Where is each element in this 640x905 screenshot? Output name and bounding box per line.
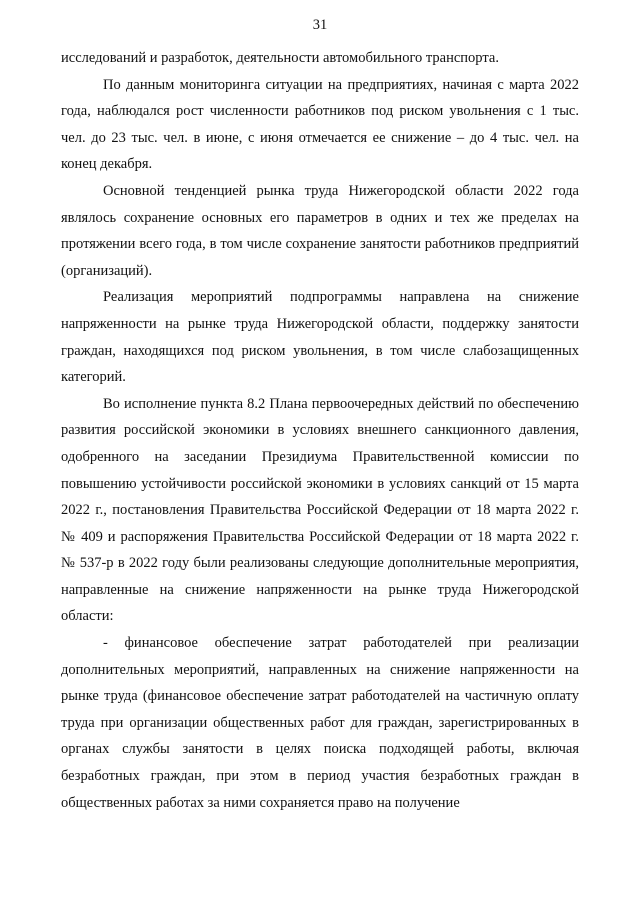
paragraph-execution-plan: Во исполнение пункта 8.2 Плана первоочередных действий по обеспечению развития российской экономики в условиях внешнего санкционного давления, одобренного на заседании Президиума Правительственной комиссии по повышению устойчивости российской экономики в условиях санкций от 15 марта 2022 г., постановления Правительства Российской Федерации от 18 марта 2022 г. № 409 и распоряжения Правительства Российской Федерации от 18 марта 2022 г. № 537-р в 2022 году были реализованы следующие дополнительные мероприятия, направленные на снижение напряженности на рынке труда Нижегородской области: (61, 395, 579, 625)
paragraph-monitoring: По данным мониторинга ситуации на предприятиях, начиная с марта 2022 года, наблюдался рост численности работников под риском увольнения с 1 тыс. чел. до 23 тыс. чел. в июне, с июня отмечается ее снижение – до 4 тыс. чел. на конец декабря. (61, 76, 579, 173)
paragraph-subprogram: Реализация мероприятий подпрограммы направлена на снижение напряженности на рынке труда Нижегородской области, поддержку занятости граждан, находящихся под риском увольнения, в том числе слабозащищенных категорий. (61, 289, 579, 386)
page-number: 31 (312, 17, 328, 33)
document-body (61, 45, 579, 816)
paragraph-labor-market-trend: Основной тенденцией рынка труда Нижегородской области 2022 года являлось сохранение основных его параметров в одних и тех же пределах на протяжении всего года, в том числе сохранение занятости работников предприятий (организаций). (61, 182, 579, 279)
paragraph-financial-support: - финансовое обеспечение затрат работодателей при реализации дополнительных мероприятий, направленных на снижение напряженности на рынке труда (финансовое обеспечение затрат работодателей на частичную оплату труда при организации общественных работ для граждан, зарегистрированных в органах службы занятости в целях поиска подходящей работы, включая безработных граждан, при этом в период участия безработных граждан в общественных работах за ними сохраняется право на получение (61, 635, 579, 811)
paragraph-continuation: исследований и разработок, деятельности автомобильного транспорта. (61, 50, 499, 66)
